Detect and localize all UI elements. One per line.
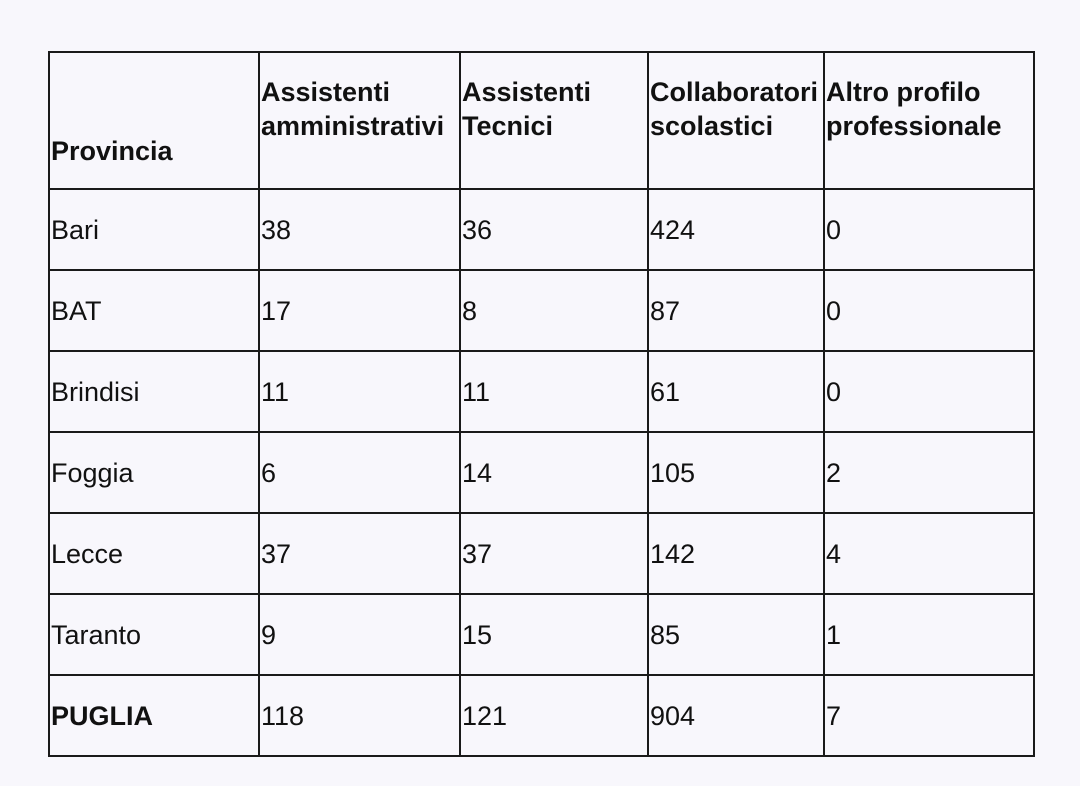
cell-provincia-total: PUGLIA — [49, 675, 259, 756]
header-line: professionale — [826, 111, 1002, 141]
cell-assistenti-amministrativi: 6 — [259, 432, 460, 513]
header-line: amministrativi — [261, 111, 445, 141]
cell-collaboratori-scolastici: 904 — [648, 675, 824, 756]
cell-assistenti-tecnici: 121 — [460, 675, 648, 756]
header-altro-profilo — [824, 52, 1034, 189]
cell-collaboratori-scolastici: 61 — [648, 351, 824, 432]
cell-assistenti-tecnici: 14 — [460, 432, 648, 513]
header-line: Tecnici — [462, 111, 554, 141]
header-line: Provincia — [51, 136, 173, 166]
table-row — [49, 189, 1034, 270]
cell-collaboratori-scolastici: 424 — [648, 189, 824, 270]
header-assistenti-amministrativi — [259, 52, 460, 189]
header-line: Assistenti — [462, 77, 592, 107]
table-row — [49, 594, 1034, 675]
cell-provincia: Lecce — [49, 513, 259, 594]
cell-altro-profilo: 1 — [824, 594, 1034, 675]
table-row — [49, 513, 1034, 594]
table-row — [49, 432, 1034, 513]
cell-provincia: Bari — [49, 189, 259, 270]
cell-assistenti-tecnici: 11 — [460, 351, 648, 432]
cell-assistenti-tecnici: 37 — [460, 513, 648, 594]
header-assistenti-tecnici — [460, 52, 648, 189]
cell-assistenti-amministrativi: 38 — [259, 189, 460, 270]
header-line: Assistenti — [261, 77, 391, 107]
header-provincia — [49, 52, 259, 189]
cell-altro-profilo: 0 — [824, 270, 1034, 351]
table-row — [49, 270, 1034, 351]
cell-provincia: Foggia — [49, 432, 259, 513]
header-line: Altro profilo — [826, 77, 981, 107]
data-table-container — [48, 51, 1035, 757]
header-collaboratori-scolastici — [648, 52, 824, 189]
cell-provincia: Taranto — [49, 594, 259, 675]
header-line: Collaboratori — [650, 77, 819, 107]
cell-altro-profilo: 2 — [824, 432, 1034, 513]
cell-collaboratori-scolastici: 142 — [648, 513, 824, 594]
cell-assistenti-amministrativi: 37 — [259, 513, 460, 594]
cell-assistenti-amministrativi: 118 — [259, 675, 460, 756]
header-row — [49, 52, 1034, 189]
header-line: scolastici — [650, 111, 774, 141]
cell-collaboratori-scolastici: 87 — [648, 270, 824, 351]
cell-altro-profilo: 4 — [824, 513, 1034, 594]
cell-provincia: BAT — [49, 270, 259, 351]
personnel-table — [48, 51, 1035, 757]
cell-assistenti-tecnici: 8 — [460, 270, 648, 351]
table-row — [49, 351, 1034, 432]
cell-assistenti-amministrativi: 17 — [259, 270, 460, 351]
cell-assistenti-amministrativi: 9 — [259, 594, 460, 675]
cell-altro-profilo: 7 — [824, 675, 1034, 756]
cell-provincia: Brindisi — [49, 351, 259, 432]
cell-collaboratori-scolastici: 105 — [648, 432, 824, 513]
cell-collaboratori-scolastici: 85 — [648, 594, 824, 675]
cell-assistenti-tecnici: 36 — [460, 189, 648, 270]
cell-altro-profilo: 0 — [824, 189, 1034, 270]
cell-assistenti-tecnici: 15 — [460, 594, 648, 675]
table-total-row — [49, 675, 1034, 756]
cell-assistenti-amministrativi: 11 — [259, 351, 460, 432]
cell-altro-profilo: 0 — [824, 351, 1034, 432]
